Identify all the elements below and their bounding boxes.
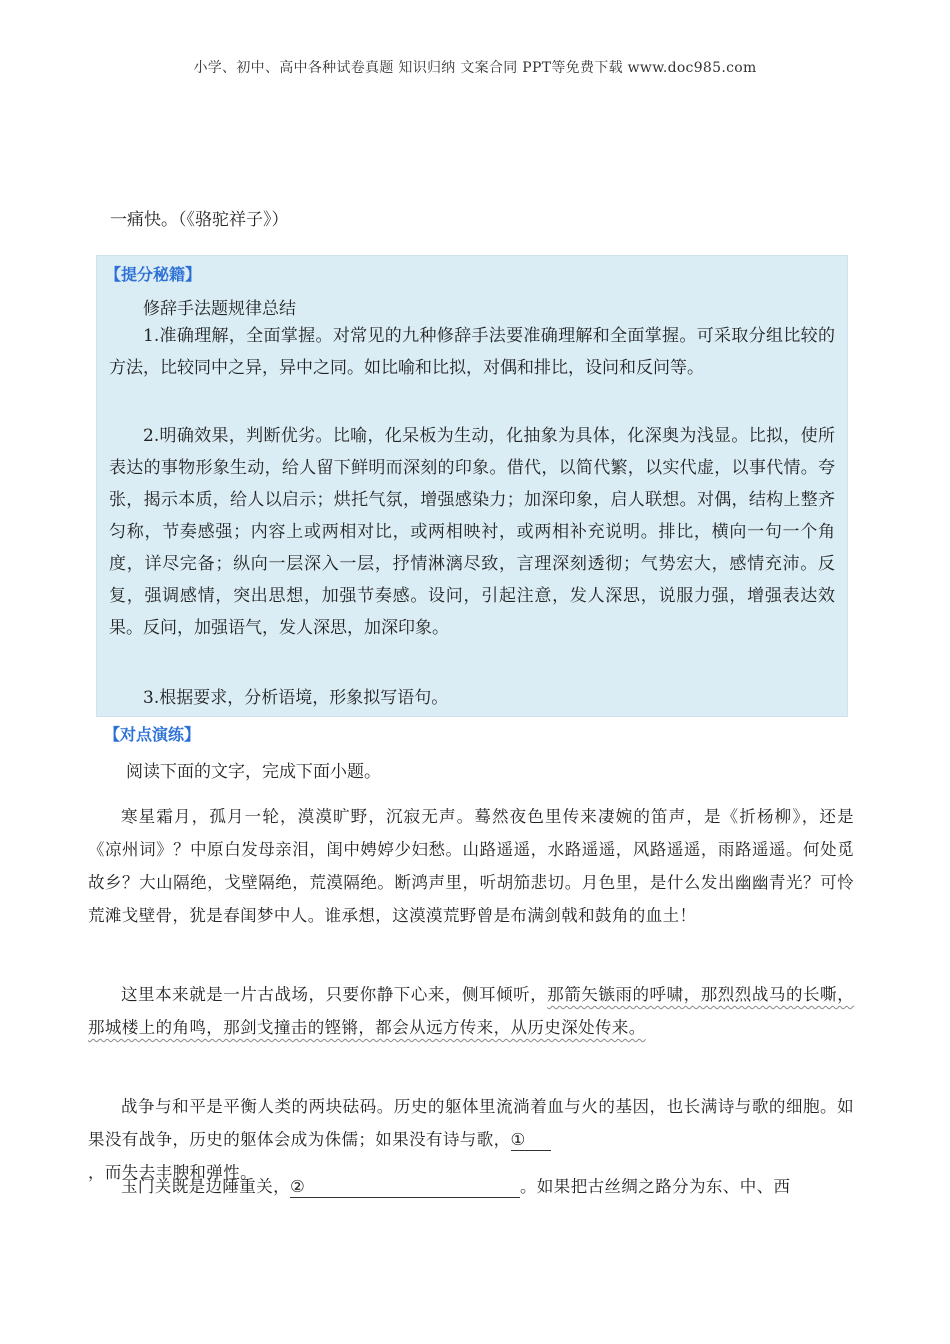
tip-box	[96, 255, 848, 717]
tip-tag: 【提分秘籍】	[105, 265, 202, 284]
tip-paragraph-1: 1.准确理解，全面掌握。对常见的九种修辞手法要准确理解和全面掌握。可采取分组比较的方法，比较同中之异，异中之同。如比喻和比拟，对偶和排比，设问和反问等。	[109, 326, 835, 378]
answer-blank-2[interactable]: ②	[290, 1177, 520, 1198]
passage-p4-tail: 。如果把古丝绸之路分为东、中、西	[520, 1177, 791, 1196]
tip-subtitle: 修辞手法题规律总结	[143, 299, 296, 319]
page-header: 小学、初中、高中各种试卷真题 知识归纳 文案合同 PPT等免费下载 www.doc985.com	[193, 60, 757, 76]
tip-paragraph-2: 2.明确效果，判断优劣。比喻，化呆板为生动，化抽象为具体，化深奥为浅显。比拟，使所表达的事物形象生动，给人留下鲜明而深刻的印象。借代，以简代繁，以实代虚，以事代情。夸张，揭示本质，给人以启示；烘托气氛，增强感染力；加深印象，启人联想。对偶，结构上整齐匀称，节奏感强；内容上或两相对比，或两相映衬，或两相补充说明。排比，横向一句一个角度，详尽完备；纵向一层深入一层，抒情淋漓尽致，言理深刻透彻；气势宏大，感情充沛。反复，强调感情，突出思想，加强节奏感。设问，引起注意，发人深思，说服力强，增强表达效果。反问，加强语气，发人深思，加深印象。	[109, 426, 835, 638]
practice-instruction: 阅读下面的文字，完成下面小题。	[126, 762, 381, 782]
passage-p3-tail: ，而失去丰腴和弹性。	[88, 1163, 257, 1182]
passage-p4-text: 玉门关既是边陲重关，	[121, 1177, 290, 1196]
passage-paragraph-1: 寒星霜月，孤月一轮，漠漠旷野，沉寂无声。蓦然夜色里传来凄婉的笛声，是《折杨柳》，还是《凉州词》？中原白发母亲泪，闺中娉婷少妇愁。山路遥遥，水路遥遥，风路遥遥，雨路遥遥。何处觅故乡？大山隔绝，戈壁隔绝，荒漠隔绝。断鸿声里，听胡笳悲切。月色里，是什么发出幽幽青光？可怜荒滩戈壁骨，犹是春闺梦中人。谁承想，这漠漠荒野曾是布满剑戟和鼓角的血土！	[88, 807, 854, 925]
passage-paragraph-4	[88, 1170, 854, 1203]
passage-p2-text: 这里本来就是一片古战场，只要你静下心来，侧耳倾听，	[121, 985, 548, 1004]
practice-tag: 【对点演练】	[104, 725, 201, 744]
tip-paragraph-3: 3.根据要求，分析语境，形象拟写语句。	[143, 688, 449, 708]
answer-blank-1[interactable]: ①	[511, 1130, 551, 1151]
passage-paragraph-2	[88, 978, 854, 1044]
intro-line: 一痛快。（《骆驼祥子》）	[110, 210, 289, 230]
wavy-underlined-sentence: 那箭矢镞雨的呼啸，那烈烈战马的长嘶，那城楼上的角鸣，那剑戈撞击的铿锵，都会从远方传来，从历史深处传来。	[88, 985, 854, 1037]
passage-p3-text: 战争与和平是平衡人类的两块砝码。历史的躯体里流淌着血与火的基因，也长满诗与歌的细胞。如果没有战争，历史的躯体会成为侏儒；如果没有诗与歌，	[88, 1097, 854, 1149]
